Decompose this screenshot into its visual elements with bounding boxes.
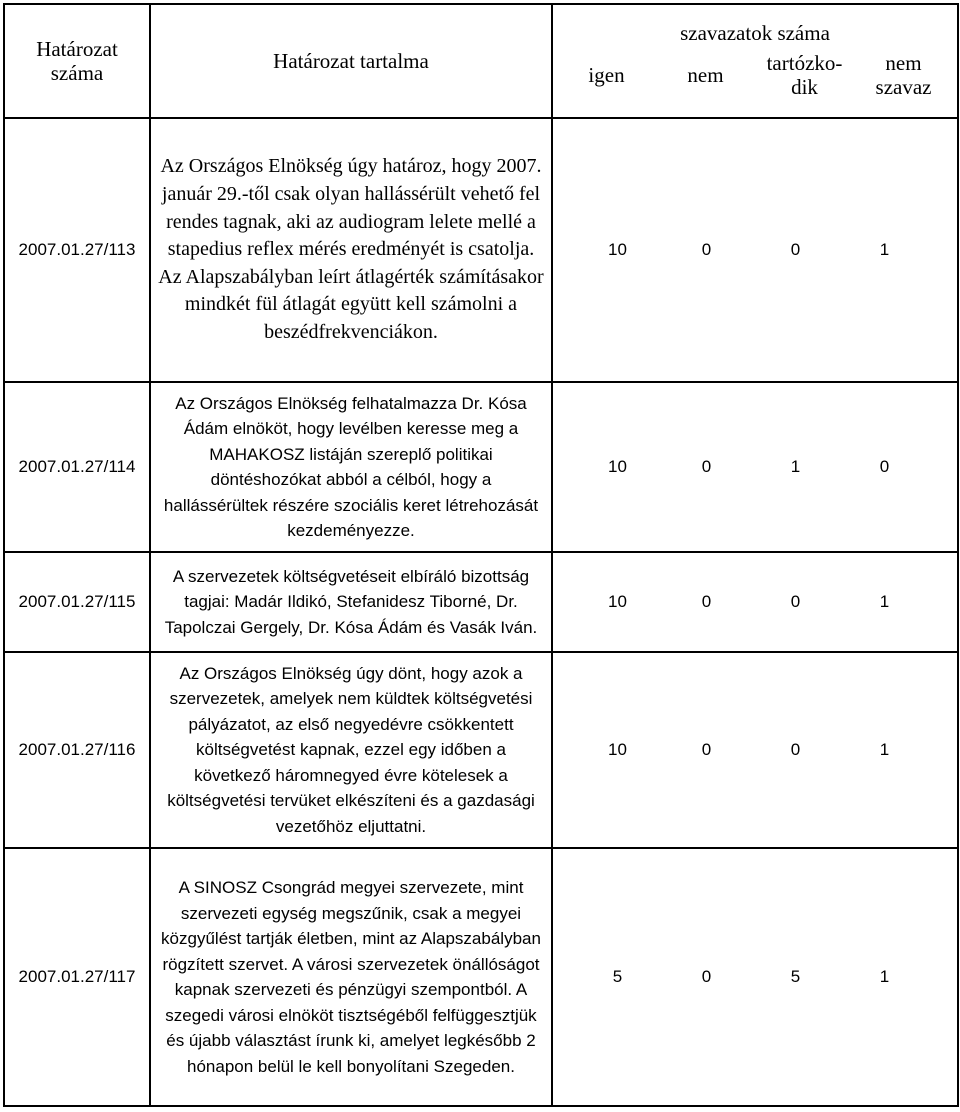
header-vote-no: nem: [687, 63, 724, 87]
vote-yes-value: 10: [608, 592, 627, 611]
header-vote-abstain-line1: tartózko-: [766, 51, 843, 75]
vote-values: [553, 457, 957, 477]
table-row: [4, 552, 958, 652]
vote-no-value: 0: [701, 457, 712, 476]
vote-none-value: 1: [879, 967, 890, 986]
vote-abstain-value: 5: [790, 967, 801, 986]
resolution-number: 2007.01.27/117: [4, 848, 150, 1106]
resolution-content: A szervezetek költségvetéseit elbíráló bizottság tagjai: Madár Ildikó, Stefanidesz Tiborné, Dr. Tapolczai Gergely, Dr. Kósa Ádám és Vasák Iván.: [150, 552, 552, 652]
resolutions-table: [3, 3, 959, 1107]
vote-cell: [552, 382, 958, 552]
header-vote-abstain: [757, 51, 852, 99]
table-row: [4, 118, 958, 382]
vote-cell: [552, 848, 958, 1106]
vote-yes-value: 10: [608, 240, 627, 259]
header-content-cell: [150, 4, 552, 118]
vote-yes-value: 5: [612, 967, 623, 986]
vote-no-value: 0: [701, 592, 712, 611]
header-vote-none-line2: szavaz: [875, 75, 932, 99]
vote-abstain-value: 0: [790, 740, 801, 759]
vote-yes-value: 10: [608, 457, 627, 476]
header-vote-none-line1: nem: [885, 51, 922, 75]
vote-cell: [552, 652, 958, 848]
resolution-number: 2007.01.27/116: [4, 652, 150, 848]
vote-none-value: 1: [879, 592, 890, 611]
resolution-content: Az Országos Elnökség úgy dönt, hogy azok a szervezetek, amelyek nem küldtek költségvetési pályázatot, az első negyedévre csökkentett költségvetést kapnak, ezzel egy időben a következő háromnegyed évre kötelesek a költségvetési tervüket elkészíteni és a gazdasági vezetőhöz eljuttatni.: [150, 652, 552, 848]
vote-none-value: 1: [879, 240, 890, 259]
vote-yes-value: 10: [608, 740, 627, 759]
vote-no-value: 0: [701, 740, 712, 759]
vote-none-value: 0: [879, 457, 890, 476]
vote-cell: [552, 118, 958, 382]
vote-values: [553, 592, 957, 612]
header-votes-title: szavazatok száma: [680, 21, 830, 45]
vote-values: [553, 240, 957, 260]
header-votes-cell: [552, 4, 958, 118]
vote-values: [553, 740, 957, 760]
header-vote-yes: igen: [588, 63, 625, 87]
header-content-label: Határozat tartalma: [273, 49, 429, 73]
vote-values: [553, 967, 957, 987]
resolution-number: 2007.01.27/114: [4, 382, 150, 552]
header-row: [4, 4, 958, 118]
header-vote-abstain-line2: dik: [791, 75, 818, 99]
resolution-number: 2007.01.27/113: [4, 118, 150, 382]
vote-abstain-value: 1: [790, 457, 801, 476]
header-number-line2: száma: [50, 61, 104, 85]
resolution-content: A SINOSZ Csongrád megyei szervezete, mint szervezeti egység megszűnik, csak a megyei közgyűlést tartják életben, mint az Alapszabályban rögzített szervet. A városi szervezetek önállóságot kapnak szervezeti és pénzügyi szempontból. A szegedi városi elnököt tisztségéből felfüggesztjük és újabb választást írunk ki, amelyet legkésőbb 2 hónapon belül le kell bonyolítani Szegeden.: [150, 848, 552, 1106]
header-votes-subheaders: [553, 51, 957, 99]
vote-no-value: 0: [701, 240, 712, 259]
resolution-number: 2007.01.27/115: [4, 552, 150, 652]
vote-cell: [552, 552, 958, 652]
vote-none-value: 1: [879, 740, 890, 759]
table-row: [4, 382, 958, 552]
table-row: [4, 652, 958, 848]
vote-abstain-value: 0: [790, 592, 801, 611]
header-number-cell: [4, 4, 150, 118]
resolution-content: Az Országos Elnökség úgy határoz, hogy 2007. január 29.-től csak olyan hallássérült vehető fel rendes tagnak, aki az audiogram lelete mellé a stapedius reflex mérés eredményét is csatolja. Az Alapszabályban leírt átlagérték számításakor mindkét fül átlagát együtt kell számolni a beszédfrekvenciákon.: [150, 118, 552, 382]
vote-abstain-value: 0: [790, 240, 801, 259]
resolution-content: Az Országos Elnökség felhatalmazza Dr. Kósa Ádám elnököt, hogy levélben keresse meg a MAHAKOSZ listáján szereplő politikai döntéshozókat abból a célból, hogy a hallássérültek részére szociális keret létrehozását kezdeményezze.: [150, 382, 552, 552]
header-vote-none: [856, 51, 951, 99]
table-row: [4, 848, 958, 1106]
header-number-line1: Határozat: [36, 37, 118, 61]
vote-no-value: 0: [701, 967, 712, 986]
